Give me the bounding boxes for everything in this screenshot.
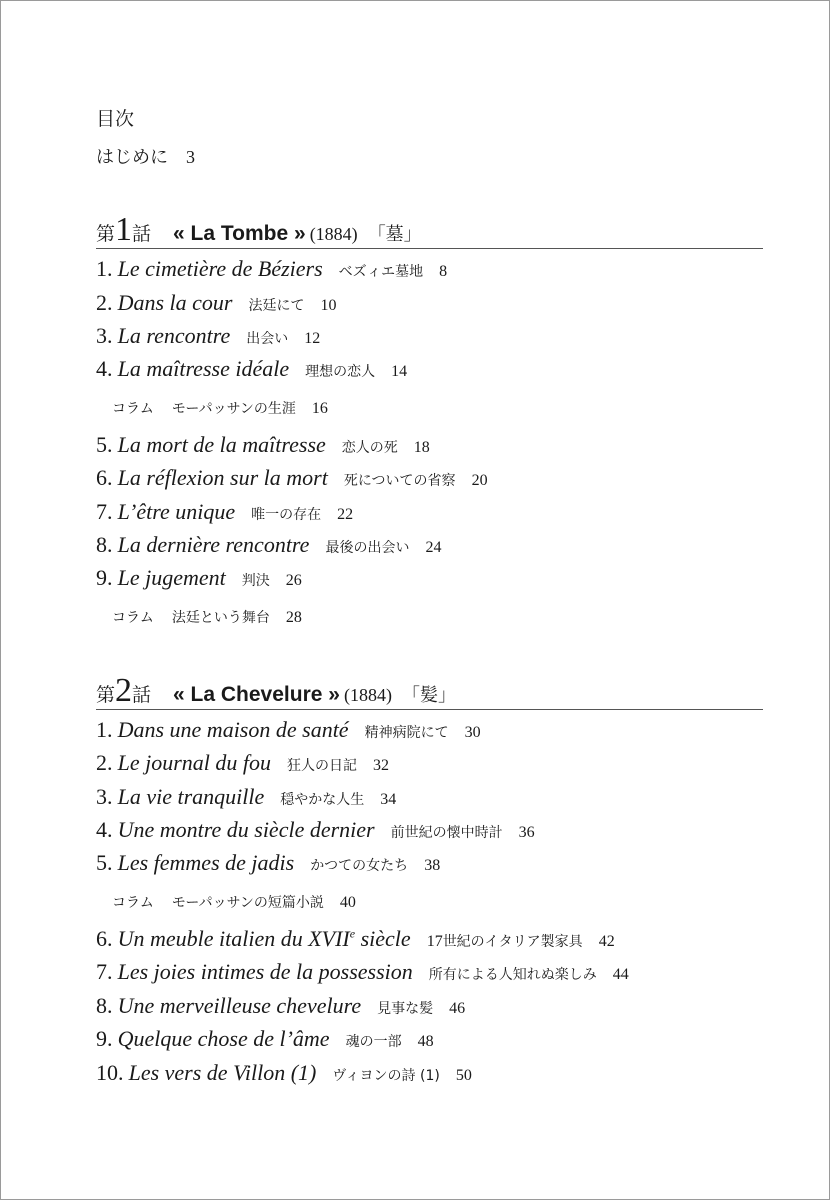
entry-french-title: Dans une maison de santé xyxy=(117,717,349,742)
entry-number: 9. xyxy=(96,1026,113,1051)
entry-french-title: Le cimetière de Béziers xyxy=(117,256,323,281)
entry-french-title: Dans la cour xyxy=(117,290,233,315)
chapter-prefix: 第 xyxy=(96,223,116,245)
entry-page: 20 xyxy=(471,472,488,489)
entry-japanese-title: 穏やかな人生 xyxy=(280,792,365,808)
intro-page: 3 xyxy=(186,147,195,167)
entry-french-title: Les femmes de jadis xyxy=(117,850,295,875)
entry-number: 4. xyxy=(96,817,113,842)
column-title: 法廷という舞台 xyxy=(171,610,270,626)
entry-number: 8. xyxy=(96,532,113,557)
entry-japanese-title: 理想の恋人 xyxy=(305,364,376,380)
chapter-2-heading xyxy=(96,672,763,710)
chapter-number: 2 xyxy=(115,672,133,709)
entry-french-title-part: siècle xyxy=(355,926,411,951)
entry-page: 46 xyxy=(449,1000,466,1017)
entry-french-title: La rencontre xyxy=(117,323,231,348)
entry-french-title: Le journal du fou xyxy=(117,750,271,775)
entry-number: 2. xyxy=(96,290,113,315)
toc-entry xyxy=(96,784,396,810)
toc-entry xyxy=(96,850,440,876)
column-label: コラム xyxy=(112,610,154,626)
toc-entry xyxy=(96,750,389,776)
chapter-title: « La Chevelure » xyxy=(173,683,340,706)
toc-title: 目次 xyxy=(96,108,135,130)
chapter-prefix: 第 xyxy=(96,684,116,706)
entry-number: 6. xyxy=(96,926,113,951)
toc-entry xyxy=(96,432,430,458)
entry-number: 7. xyxy=(96,959,113,984)
entry-french-title-part: Un meuble italien du XVII xyxy=(117,926,350,951)
entry-number: 3. xyxy=(96,784,113,809)
intro-label: はじめに xyxy=(96,147,168,168)
entry-japanese-title: ヴィヨンの詩 (1) xyxy=(332,1068,440,1084)
intro-entry xyxy=(96,143,195,169)
entry-page: 22 xyxy=(337,506,354,523)
entry-french-title: La dernière rencontre xyxy=(117,532,310,557)
entry-number: 3. xyxy=(96,323,113,348)
entry-page: 18 xyxy=(413,439,430,456)
chapter-year: (1884) xyxy=(343,685,392,705)
entry-japanese-title: 最後の出会い xyxy=(325,540,410,556)
entry-number: 1. xyxy=(96,717,113,742)
column-entry xyxy=(112,398,328,418)
toc-entry xyxy=(96,1026,434,1052)
toc-entry xyxy=(96,959,629,985)
entry-number: 5. xyxy=(96,850,113,875)
entry-japanese-title: 狂人の日記 xyxy=(287,758,357,774)
column-entry xyxy=(112,892,356,912)
column-page: 40 xyxy=(339,894,356,911)
entry-page: 24 xyxy=(425,539,442,556)
entry-french-title: Les vers de Villon (1) xyxy=(128,1060,317,1085)
entry-page: 32 xyxy=(373,757,389,774)
entry-page: 14 xyxy=(391,363,408,380)
chapter-1-heading xyxy=(96,211,763,249)
entry-japanese-title: かつての女たち xyxy=(310,858,409,874)
entry-japanese-title: 前世紀の懐中時計 xyxy=(390,825,503,841)
entry-page: 12 xyxy=(304,330,321,347)
entry-page: 42 xyxy=(598,933,615,950)
chapter-jp-title: 「墓」 xyxy=(367,224,422,245)
entry-japanese-text: 世紀のイタリア製家具 xyxy=(442,934,583,950)
column-entry xyxy=(112,607,302,627)
entry-french-title xyxy=(118,926,411,951)
chapter-year: (1884) xyxy=(309,224,358,244)
entry-number: 7. xyxy=(96,499,113,524)
column-page: 28 xyxy=(285,609,302,626)
column-label: コラム xyxy=(112,401,154,417)
entry-japanese-title: ベズィエ墓地 xyxy=(338,264,424,280)
entry-page: 44 xyxy=(612,966,629,983)
entry-number: 9. xyxy=(96,565,113,590)
entry-number: 5. xyxy=(96,432,113,457)
entry-page: 26 xyxy=(285,572,302,589)
entry-french-title: Une merveilleuse chevelure xyxy=(117,993,362,1018)
entry-page: 10 xyxy=(320,297,337,314)
entry-number: 1. xyxy=(96,256,113,281)
entry-page: 36 xyxy=(518,824,535,841)
entry-japanese-title: 魂の一部 xyxy=(345,1034,402,1050)
entry-page: 50 xyxy=(455,1067,472,1084)
entry-page: 48 xyxy=(417,1033,434,1050)
toc-entry xyxy=(96,993,465,1019)
toc-entry xyxy=(96,356,407,382)
entry-number: 4. xyxy=(96,356,113,381)
toc-entry xyxy=(96,532,441,558)
toc-entry xyxy=(96,499,353,525)
entry-page: 34 xyxy=(380,791,397,808)
entry-number: 2. xyxy=(96,750,113,775)
entry-number: 8. xyxy=(96,993,113,1018)
entry-french-title: Une montre du siècle dernier xyxy=(117,817,375,842)
toc-entry xyxy=(96,256,447,282)
toc-entry xyxy=(96,1060,472,1086)
entry-japanese-number: 17 xyxy=(426,933,443,950)
entry-number: 6. xyxy=(96,465,113,490)
entry-french-title: Quelque chose de l’âme xyxy=(117,1026,330,1051)
toc-entry xyxy=(96,323,320,349)
chapter-number: 1 xyxy=(115,211,133,248)
entry-french-title: La vie tranquille xyxy=(117,784,265,809)
toc-entry xyxy=(96,717,481,743)
entry-french-superscript: e xyxy=(349,926,356,941)
column-title: モーパッサンの短篇小説 xyxy=(171,895,324,911)
entry-japanese-title: 判決 xyxy=(241,573,270,589)
entry-japanese-title: 精神病院にて xyxy=(364,725,449,741)
entry-japanese-title xyxy=(427,934,583,950)
entry-page: 8 xyxy=(439,263,448,280)
toc-entry xyxy=(96,565,302,591)
entry-japanese-title: 恋人の死 xyxy=(341,440,398,456)
entry-french-title: Le jugement xyxy=(117,565,226,590)
entry-japanese-title: 唯一の存在 xyxy=(251,507,322,523)
entry-french-title: La mort de la maîtresse xyxy=(117,432,326,457)
toc-entry xyxy=(96,465,488,491)
chapter-suffix: 話 xyxy=(132,684,152,706)
entry-french-title: La maîtresse idéale xyxy=(117,356,290,381)
entry-french-title: La réflexion sur la mort xyxy=(117,465,328,490)
column-label: コラム xyxy=(112,895,154,911)
column-title: モーパッサンの生涯 xyxy=(171,401,296,417)
entry-french-title: L’être unique xyxy=(117,499,236,524)
chapter-title: « La Tombe » xyxy=(173,222,306,245)
entry-japanese-title: 所有による人知れぬ楽しみ xyxy=(428,967,597,983)
chapter-jp-title: 「髪」 xyxy=(401,685,456,706)
entry-page: 38 xyxy=(424,857,441,874)
entry-japanese-title: 出会い xyxy=(246,331,289,347)
toc-entry xyxy=(96,817,535,843)
chapter-suffix: 話 xyxy=(132,223,152,245)
entry-french-title: Les joies intimes de la possession xyxy=(117,959,413,984)
toc-entry xyxy=(96,290,336,316)
column-page: 16 xyxy=(311,400,328,417)
entry-japanese-title: 見事な髪 xyxy=(377,1001,434,1017)
entry-japanese-title: 死についての省察 xyxy=(343,473,456,489)
toc-entry xyxy=(96,926,615,952)
entry-page: 30 xyxy=(464,724,481,741)
entry-japanese-title: 法廷にて xyxy=(248,298,305,314)
entry-number: 10. xyxy=(96,1060,124,1085)
